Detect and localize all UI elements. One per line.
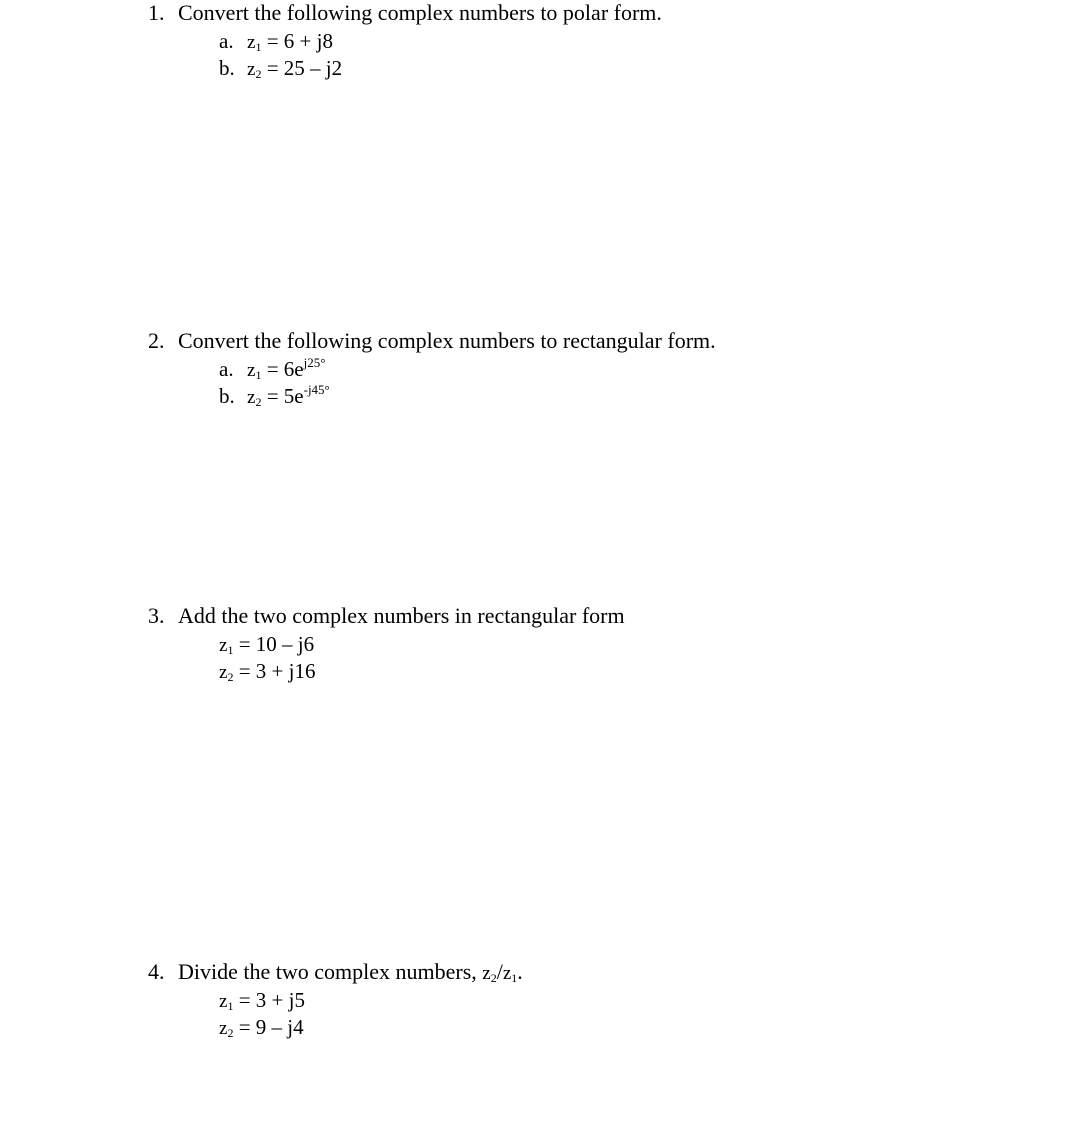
variable: z — [247, 32, 256, 53]
equation: = 6 + j8 — [261, 29, 333, 53]
variable: z — [247, 59, 256, 80]
ratio-denominator-subscript: 1 — [511, 971, 518, 985]
problem-1-item-a — [219, 28, 333, 56]
problem-text-end: . — [517, 959, 523, 984]
equation: = 5e — [261, 384, 304, 408]
subscript: 2 — [255, 395, 262, 409]
problem-number: 1. — [148, 0, 165, 25]
problem-2-question — [148, 328, 716, 354]
subscript: 2 — [227, 670, 234, 684]
problem-text: Convert the following complex numbers to polar form. — [178, 0, 662, 25]
problem-3-question — [148, 603, 625, 629]
problem-3-item-2 — [219, 658, 315, 686]
problem-text: Divide the two complex numbers, — [178, 959, 483, 984]
variable: z — [219, 1018, 228, 1039]
problem-1-item-b — [219, 55, 342, 83]
problem-4-item-1 — [219, 987, 305, 1015]
subscript: 1 — [227, 999, 234, 1013]
equation: = 9 – j4 — [233, 1015, 304, 1039]
equation: = 3 + j5 — [233, 988, 305, 1012]
subscript: 1 — [255, 40, 262, 54]
problem-number: 4. — [148, 959, 165, 984]
problem-1-question — [148, 0, 662, 26]
ratio-denominator-variable: z — [502, 963, 512, 984]
problem-2-item-a — [219, 356, 325, 384]
variable: z — [247, 387, 256, 408]
problem-4-question — [148, 959, 523, 987]
item-label: a. — [219, 357, 234, 381]
problem-number: 3. — [148, 603, 165, 628]
variable: z — [219, 991, 228, 1012]
problem-3-item-1 — [219, 631, 314, 659]
equation: = 10 – j6 — [233, 632, 315, 656]
problem-number: 2. — [148, 328, 165, 353]
problem-text: Add the two complex numbers in rectangular form — [178, 603, 625, 628]
subscript: 1 — [227, 643, 234, 657]
item-label: a. — [219, 29, 234, 53]
subscript: 2 — [227, 1026, 234, 1040]
ratio-separator: / — [496, 959, 503, 984]
ratio-numerator-subscript: 2 — [490, 971, 497, 985]
variable: z — [219, 662, 228, 683]
exponent: -j45° — [303, 382, 330, 397]
equation: = 6e — [261, 357, 304, 381]
variable: z — [247, 360, 256, 381]
item-label: b. — [219, 56, 235, 80]
subscript: 2 — [255, 67, 262, 81]
equation: = 3 + j16 — [233, 659, 316, 683]
exponent: j25° — [303, 355, 326, 370]
equation: = 25 – j2 — [261, 56, 343, 80]
variable: z — [219, 635, 228, 656]
problem-4-item-2 — [219, 1014, 304, 1042]
ratio-numerator-variable: z — [482, 963, 491, 984]
subscript: 1 — [255, 368, 262, 382]
problem-text: Convert the following complex numbers to rectangular form. — [178, 328, 716, 353]
problem-2-item-b — [219, 383, 330, 411]
item-label: b. — [219, 384, 235, 408]
